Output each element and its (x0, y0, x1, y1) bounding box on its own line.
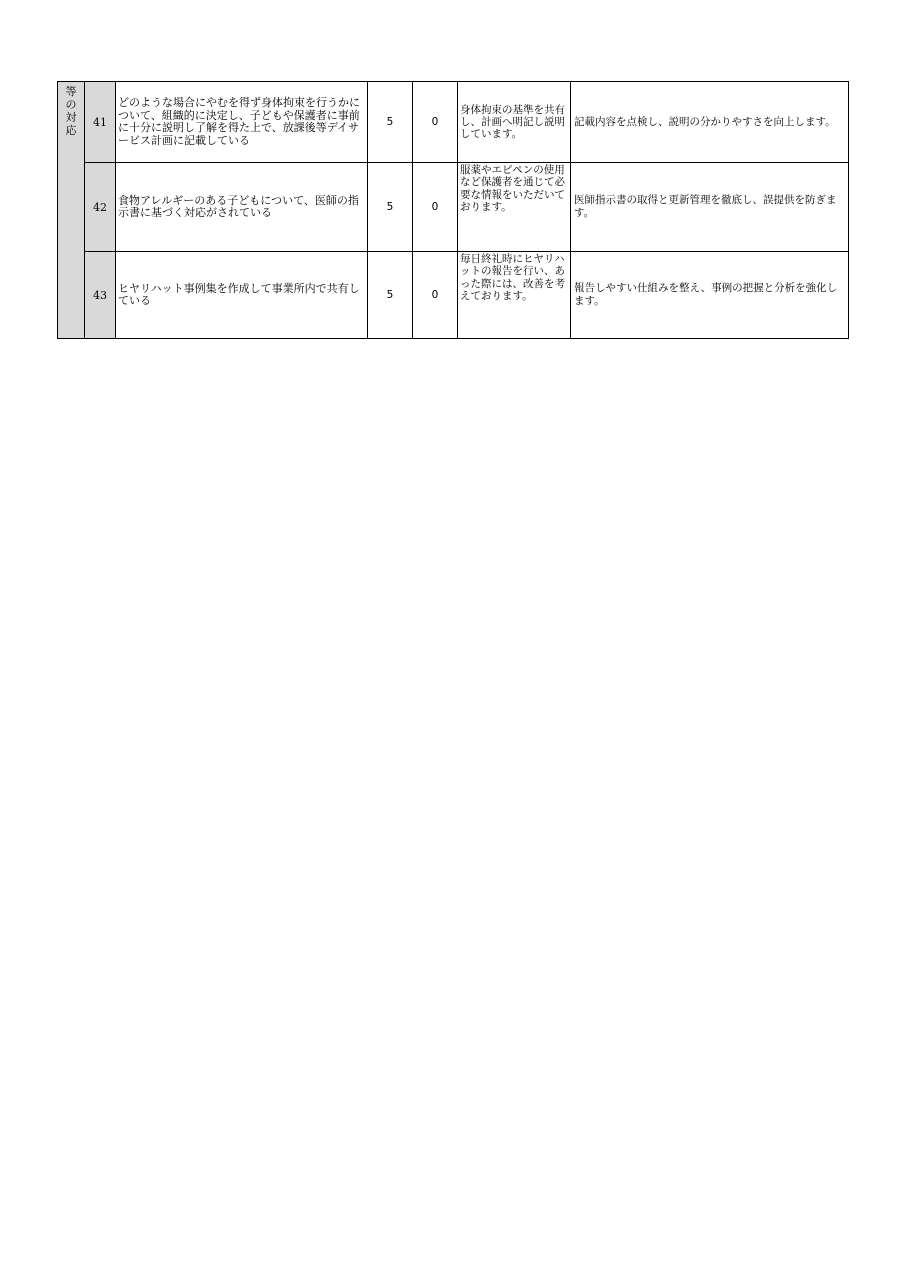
item-number: 43 (85, 252, 116, 339)
yes-count: 5 (368, 82, 413, 163)
table-row (58, 82, 849, 163)
status-text: 毎日終礼時にヒヤリハットの報告を行い、あった際には、改善を考えております。 (458, 252, 571, 339)
category-char: 応 (65, 124, 77, 137)
category-cell (58, 82, 85, 339)
yes-count: 5 (368, 252, 413, 339)
yes-count: 5 (368, 163, 413, 252)
item-number: 41 (85, 82, 116, 163)
status-text: 服薬やエピペンの使用など保護者を通じて必要な情報をいただいております。 (458, 163, 571, 252)
table-row (58, 163, 849, 252)
item-text: 食物アレルギーのある子どもについて、医師の指示書に基づく対応がされている (116, 163, 368, 252)
improvement-text: 報告しやすい仕組みを整え、事例の把握と分析を強化します。 (571, 252, 849, 339)
evaluation-table (57, 81, 849, 339)
category-char: 等 (65, 85, 77, 98)
improvement-text: 医師指示書の取得と更新管理を徹底し、誤提供を防ぎます。 (571, 163, 849, 252)
category-char: の (65, 98, 77, 111)
improvement-text: 記載内容を点検し、説明の分かりやすさを向上します。 (571, 82, 849, 163)
category-char: 対 (65, 111, 77, 124)
no-count: 0 (413, 82, 458, 163)
item-text: ヒヤリハット事例集を作成して事業所内で共有している (116, 252, 368, 339)
item-text: どのような場合にやむを得ず身体拘束を行うかについて、組織的に決定し、子どもや保護者に事前に十分に説明し了解を得た上で、放課後等デイサービス計画に記載している (116, 82, 368, 163)
item-number: 42 (85, 163, 116, 252)
table-row (58, 252, 849, 339)
no-count: 0 (413, 163, 458, 252)
no-count: 0 (413, 252, 458, 339)
status-text: 身体拘束の基準を共有し、計画へ明記し説明しています。 (458, 82, 571, 163)
